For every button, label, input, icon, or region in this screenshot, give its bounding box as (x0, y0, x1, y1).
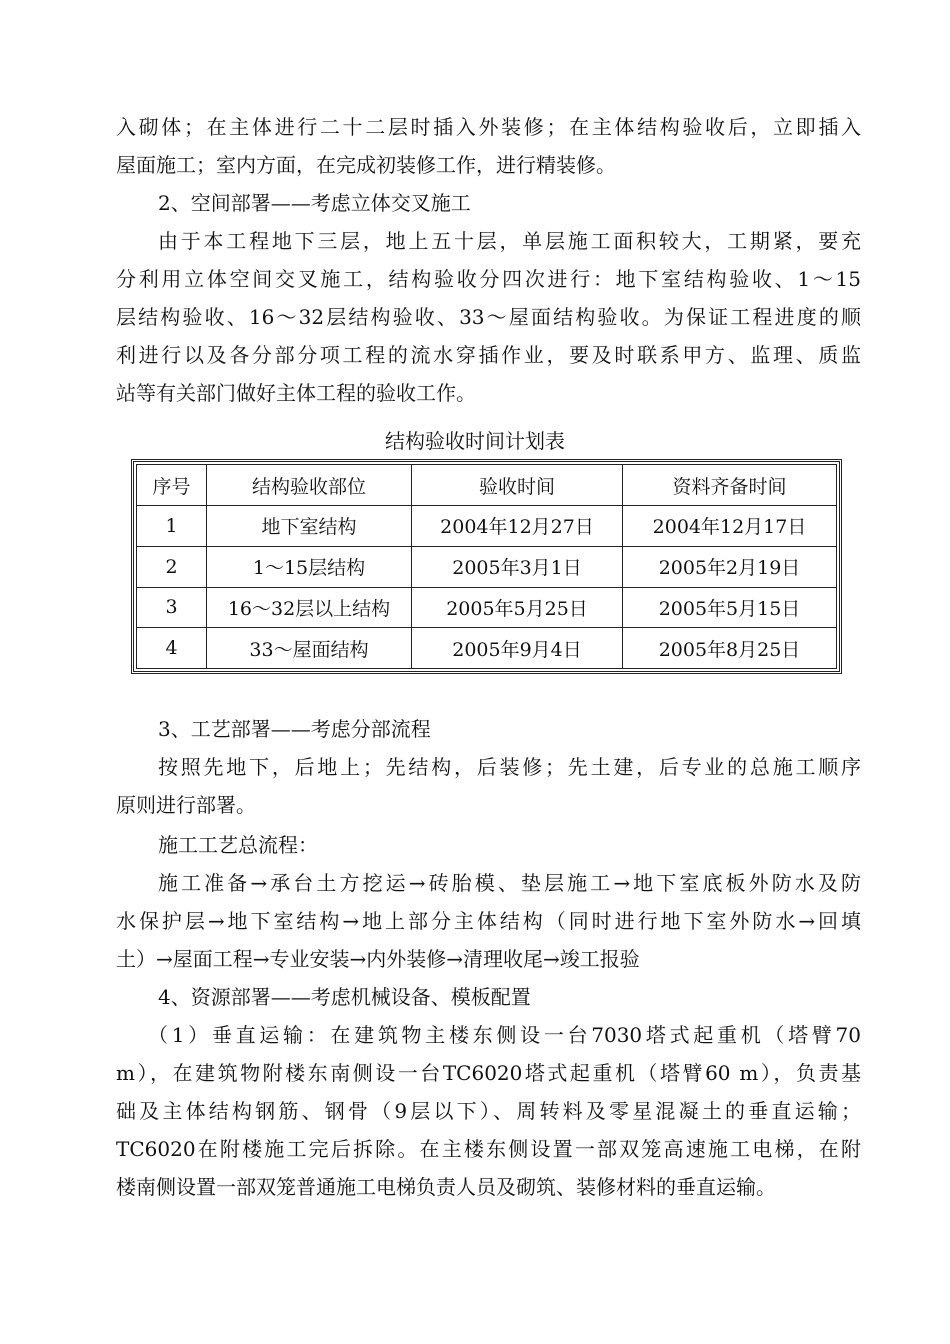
text-line: 土）→屋面工程→专业安装→内外装修→清理收尾→竣工报验 (116, 947, 640, 971)
section-heading-3: 3、工艺部署——考虑分部流程 (158, 717, 431, 741)
text-line: 屋面施工；室内方面，在完成初装修工作，进行精装修。 (116, 153, 616, 177)
table-header-row (137, 465, 837, 506)
table-cell: 2005年3月1日 (412, 546, 623, 587)
table-cell: 2005年5月25日 (412, 587, 623, 628)
table-cell: 1～15层结构 (207, 546, 412, 587)
schedule-table (136, 464, 837, 669)
paragraph-1 (116, 108, 861, 184)
table-cell: 4 (137, 628, 207, 669)
text-line: 楼南侧设置一部双笼普通施工电梯负责人员及砌筑、装修材料的垂直运输。 (116, 1175, 776, 1199)
table-row (137, 506, 837, 547)
header-cell: 结构验收部位 (207, 465, 412, 506)
paragraph-5 (116, 1016, 861, 1206)
table-cell: 2005年5月15日 (623, 587, 837, 628)
table-row (137, 628, 837, 669)
paragraph-2 (116, 222, 861, 412)
table-cell: 2 (137, 546, 207, 587)
paragraph-4 (116, 864, 861, 978)
table-cell: 1 (137, 506, 207, 547)
table-row (137, 587, 837, 628)
schedule-table-frame (131, 459, 842, 674)
header-cell: 验收时间 (412, 465, 623, 506)
text-line: 由于本工程地下三层，地上五十层，单层施工面积较大，工期紧，要充 (158, 229, 861, 253)
text-line: TC6020在附楼施工完后拆除。在主楼东侧设置一部双笼高速施工电梯，在附 (116, 1137, 861, 1161)
table-cell: 3 (137, 587, 207, 628)
table-cell: 33～屋面结构 (207, 628, 412, 669)
text-line: m），在建筑物附楼东南侧设一台TC6020塔式起重机（塔臂60 m），负责基 (116, 1061, 861, 1085)
paragraph-3 (116, 748, 861, 824)
section-heading-4: 4、资源部署——考虑机械设备、模板配置 (158, 985, 531, 1009)
table-cell: 地下室结构 (207, 506, 412, 547)
table-cell: 2005年2月19日 (623, 546, 837, 587)
header-cell: 序号 (137, 465, 207, 506)
text-line: 入砌体；在主体进行二十二层时插入外装修；在主体结构验收后，立即插入 (116, 115, 861, 139)
table-cell: 2005年8月25日 (623, 628, 837, 669)
text-line: 层结构验收、16～32层结构验收、33～屋面结构验收。为保证工程进度的顺 (116, 305, 861, 329)
text-line: 分利用立体空间交叉施工，结构验收分四次进行：地下室结构验收、1～15 (116, 267, 861, 291)
text-line: 利进行以及各分部分项工程的流水穿插作业，要及时联系甲方、监理、质监 (116, 343, 861, 367)
text-line: （1）垂直运输：在建筑物主楼东侧设一台7030塔式起重机（塔臂70 (148, 1023, 861, 1047)
table-cell: 2004年12月27日 (412, 506, 623, 547)
table-cell: 16～32层以上结构 (207, 587, 412, 628)
section-heading-2: 2、空间部署——考虑立体交叉施工 (158, 191, 471, 215)
table-cell: 2004年12月17日 (623, 506, 837, 547)
text-line: 施工准备→承台土方挖运→砖胎模、垫层施工→地下室底板外防水及防 (158, 871, 861, 895)
header-cell: 资料齐备时间 (623, 465, 837, 506)
table-caption: 结构验收时间计划表 (385, 429, 565, 453)
text-line: 按照先地下，后地上；先结构，后装修；先土建，后专业的总施工顺序 (158, 755, 861, 779)
text-line: 水保护层→地下室结构→地上部分主体结构（同时进行地下室外防水→回填 (116, 909, 861, 933)
table-cell: 2005年9月4日 (412, 628, 623, 669)
flow-title: 施工工艺总流程： (158, 833, 318, 857)
text-line: 础及主体结构钢筋、钢骨（9层以下）、周转料及零星混凝土的垂直运输； (116, 1099, 861, 1123)
table-row (137, 546, 837, 587)
text-line: 站等有关部门做好主体工程的验收工作。 (116, 381, 476, 405)
text-line: 原则进行部署。 (116, 793, 256, 817)
